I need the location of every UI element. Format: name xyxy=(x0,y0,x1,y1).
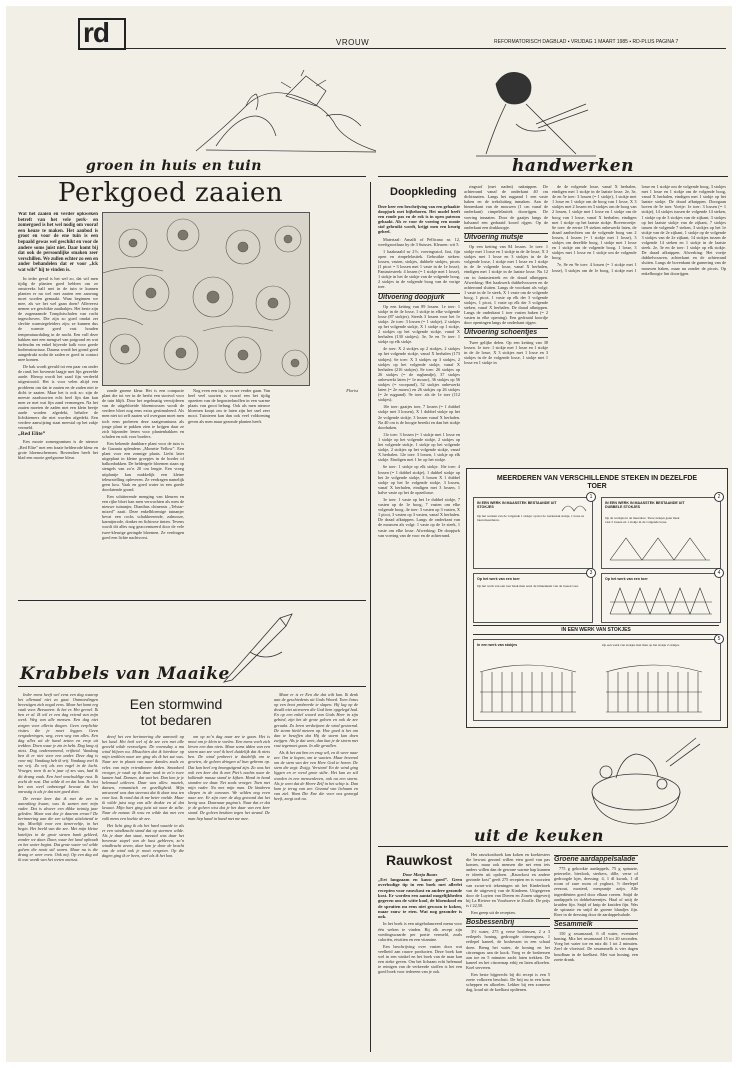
column-divider-middle xyxy=(370,182,371,1052)
step-text-1: Op het werken van de volgende 1 stokje: op het 2e werkstaak stokje, 1 losse ze laten meerderen. xyxy=(477,514,585,522)
maaike-col-4-text: Het licht ging ik als het hard waaide in als er een windkracht stond dat op stormen wilde. Als je daar dan staat, meestal was daar het bovenste stapel van de kust gebleven, zo’n windkracht zeven, daar kon je door de kracht van de wind ook je nooit vergeten. Op die dagen ging ik er heen, snel als ik het kon. xyxy=(102,822,184,859)
stitch-drawing-4 xyxy=(606,584,716,618)
garden-body-7: Nog even een tip, voor we verder gaan. Van heel veel soorten is vooral een het tijdig opzetten van de begonierknollen in een warme plaats van groot belang. Ook als men nieuwe bloemen koopt om te laten zijn het snel zeer mooi. Tuinieren kan dan ook veel voldoening geven als men maar gezonde planten heeft. xyxy=(188,388,270,424)
kitchen-recipe-1: 3½ water, 275 g verse bosbessen, 2 a 3 eetlepels honing, gedroogde citroengrass, 1 eetlepel kaneel, de bosbessen in een schaal doen. Breng het water, de honing en het citroengras aan de kook. Voeg er de bosbessen aan toe en 5 minuten zacht laten trekken. De kaneel en het citroensap erbij en laten afkoelen. Koel serveren. xyxy=(466,929,550,970)
knit-col-2 xyxy=(464,184,548,462)
kitchen-recipe-2: 775 g gekookte aardappels, 75 g spinazie, peterselie, bieslook, sterkers, dille, verse of gedroogde kjer, dressing: 4, 1 dl kwark, 1 dl room of zure room of yoghurt, ½ theelepel zeezout, mosterd, mespuntje azijn. Alle ingrediënten goed door elkaar roeren. Snijd de aardappels in dobbelsteentjes. Haal of sniij de kruiden fijn. Snijd of knip de kruiden fijn. Was de spinazie en snijd de groene blaadjes fijn. Roer in de dressing door de aardappelsalade. xyxy=(554,866,638,917)
maaike-banner: Krabbels van Maaike xyxy=(20,664,230,684)
garden-col-2 xyxy=(102,388,184,588)
maaike-col-7-text: Als ik het zat ben en erug wil, en ik weer naar zee. Om te kopen, om te waaien. Maar bovenal om de stem van der een Here God te horen. De stem die zegt: Zwijg. Verstom! En de wind ging liggen en er werd grote stilte. Het kan zo stil worden in een mensenleven, ook na een storm. Als je weet dat de Heere Zelf in het schip is. Dan kom je terug van zee. Gezond van lichaam en van ziel. Want Die Ene die voor ons gezorgd heeft, zorgt ook nu. xyxy=(274,750,358,801)
stitch-diagram xyxy=(466,468,728,728)
maaike-col-1 xyxy=(18,692,98,1052)
knit-col-1 xyxy=(378,204,460,574)
maaike-col-1-text: Ieder mens heeft wel eens een dag waarop het allemaal niet zo gaat. Ontmoedingen bevestigen zich nogal eens. Maar het komt erg vaak voor. Bezwaren: ik het er. Het gevoel. Ik ben er al. Ik wil er een dag vriend van mijn werk. Weg van alle mensen. Een dag niet zorgen voor alleria dingen. Geen verplichte visites die je moet leggen. Geen vergaderingen, weg, even weg van alles. Een dag alles uit de hand zetten en erop uit trekken. Doen waar je zin in hebt. Dag lang of niets. Dag ondernemend, vrijheid. Vandaag ben ik er niet voor een ander. Deze dag is voor mij. Vandaag heb ik vrij. Vandaag voel ik me vrij. Zo vrij als een vogel in de lucht. Vroeger, toen ik zo’n jaar of zes was, had ik dit drang vaak. Een heel onschuldige rust. Ik zocht de rust. Dat wilde ik en dat kon. Ik wist het van weel onbezorgd bewust dat het onrustig is als je dat niet goed doet. xyxy=(18,692,98,794)
knit-sub-jurk: Uitvoering doopjurk xyxy=(378,293,460,302)
garden-col-4 xyxy=(274,388,358,588)
knit-sub-schoentjes: Uitvoering schoentjes xyxy=(464,328,548,337)
diagram-step-5 xyxy=(473,636,721,721)
kitchen-sub-bosbessenbrij: Bosbessenbrij xyxy=(466,918,550,927)
knit-body-7: 3e toer: 1 vaste op het 1e dubbel stokje, 7 vasten op de 1e boog, 7 vasten om elke volgende boog. 4e toer: 3 vasten op 3 vasten, X 1 picot, 3 vasten op 3 vasten, vanaf X herhalen. De draad afknippen. Langs de onderkant van de mouwen als volgt: 1 vaste op de 1e steek, 1 vaste om elke losse. Afwerking: De doopjurk van voering van de voor en de achterrand. xyxy=(378,496,460,538)
newspaper-page xyxy=(6,6,732,1062)
knit-body-2: Op een ketting van 89 lossen. 1e toer: 1 stokje in de 4e losse, 1 stokje in elke volgende losse (87 stokjes). Steeds 3 lossen voor het 1e stokje. 2e toer: 3 lossen (= 1 stokje), 2 stokjes op het volgende stokje, X 1 stokje op 1 stokje, 2 stokjes op het volgende stokje, vanaf X herhalen (130 stokjes). 3e, 5e en 7e toer: 1 stokje op elk stokje. xyxy=(378,303,460,345)
step-head-1: IN EEN WERK IN MAASSTEK BESTAANDE UIT STOKJES xyxy=(477,501,557,509)
garden-col-1 xyxy=(18,212,98,590)
knit-banner-rule xyxy=(378,176,728,177)
knit-body-4: 10e toer: gaatjes toer, 7 lossen (= 1 dubbel stokje met 3 lossen), X 1 dubbel stokje op het 2e volgende stokje, 3 lossen vanaf X herhalen. Na 40 cm is de hoogte bereikt en dan het stokje doorhaken. xyxy=(378,404,460,430)
garden-sketch xyxy=(186,66,386,156)
maaike-col-4 xyxy=(274,692,358,1052)
paper-info: REFORMATORISCH DAGBLAD ▪ VRIJDAG 1 MAART 1985 ▪ RD-PLUS PAGINA 7 xyxy=(494,39,679,45)
knit-body-11: de 4e volgende losse, vanaf X herhalen, eindigen met 1 stokje in de laatste losse. 2e, 3e, 4e en 5e toer: 3 lossen (= 1 stokje), 1 stokje met 1 losse en 1 stokje om de boog van 1 losse, X 3 stokjes met 2 lossen en 3 stokjes om de boog van 2 lossen, 1 stokje met 1 losse en 1 stokje om de boog van 1 losse, vanaf X herhalen, eindigen met 1 stokje op het laatste stokje. Bovenvoetje: 6e toer: de eerste 19 steken onbewerkt laten, de draad aanhechten om de volgende boog van 2 lossen, 4 lossen (= 1 stokje met 1 losse), 3 stokjes om dezelfde boog, 1 stokje met 1 losse en 1 stokje om de volgende boog, 1 losse, 3 stokjes met 1 losse en 1 stokje om de volgende boog. xyxy=(552,184,637,261)
kitchen-quote: „Eet langzaam en kauw goed”. Geen overbodige tip in een boek met allerlei recepten voor rauwkost en andere gezonde kost. Er worden een aantal mogelijkheden gegeven om de witte kool, de bloemkool en de spruiten nu eens niet gewoon te koken, maar rauw te eten. Wat nog gezonder is ook. xyxy=(378,877,462,920)
kitchen-banner: uit de keuken xyxy=(474,826,604,845)
kitchen-byline: Door Marja Baars xyxy=(402,872,438,877)
maaike-title-line-1: Een stormwind xyxy=(129,696,223,712)
knit-body-10: Twee gelijke delen. Op een ketting van 38 lossen. 1e toer: 1 stokje met 1 losse en 1 stokje in de 4e losse, X 3 stokjes met 1 losse en 3 stokjes in de 4e volgende losse, 1 stokje met 1 losse en 1 stokje in xyxy=(464,339,548,365)
kitchen-col-2 xyxy=(466,852,550,1054)
kitchen-recipe-3: 150 g sesamzaad, 6 dl water, eventueel honing. Mix het sesamzaad 15 tot 20 seconden. Voeg het water toe en mix dit 1 tot 2 minuten. Zeef de vloeistof. De sesammelk is vier dagen houdbaar in de koelkast. Met wat honing, een zoete drank. xyxy=(554,931,638,962)
kitchen-body-2: Een beschrijving over vasten door wat veelheid aan rauwe producten. Deze boek kan wel in een winkel en het boek van de man kan een zieke geven. Om het lichaam echt helemaal te reinigen van de verkeerde stoffen is het een goed boek voor iedereen van je ook. xyxy=(378,943,462,975)
kitchen-banner-rule xyxy=(378,846,728,847)
maaike-col-5-text: om op zo’n dag naar zee te gaan. Het is mooi om je klein te voelen. Een mens voelt zich lieven een dan niets. Maar soms idden van een storm aan zee voel ik heel duidelijk dat ik niets ben. De wind probeert te duidelijk om te groeien, de golven dringen al hun gebrom op. Dat kan heel erg beangstigend zijn. Zo was het ook een keer dat ik met Piet’s nachts naar de kolkende massa stond te kijken. Hand in hand stonden we daar. Net zoals vroeger. Toen met mijn vader. Nu met mijn man. De kinderen sliepen in de caravan. We wilden nog even naar zee. Er zijn over de dag getoond dat het hevig was. Daarnaar pagina’s. Naar dat er dat je de golven wist dat je het daar van een keer stond. De golven beukten tegen het strand. De man liep hand in hand met me mee. xyxy=(188,734,270,821)
knit-body-6: 6e toer: 1 stokje op elk stokje. 16e toer: 4 lossen (= 1 dubbel stokje), 1 dubbel stokje op het 2e volgende stokje, 3 lossen X 1 dubbel stokje op het 3e volgende stokje, 3 lossen, vanaf X herhalen, eindigen met 3 lossen, 1 halve vaste op het 4e opzetlosse. xyxy=(378,464,460,495)
diagram-step-2 xyxy=(601,494,721,569)
knit-banner: handwerken xyxy=(512,156,634,176)
knit-sketch xyxy=(456,64,606,164)
kitchen-body-1: In het boek is een uitgebalanceerd menu voor één weken te vinden. Bij elk recept zijn voedingswaarde per portie vermeld, zoals caloriën, eiwitten en een vitamine. xyxy=(378,921,462,942)
kitchen-closing: Een greep uit de recepten. xyxy=(471,910,516,916)
maaike-col-6-text: Maar er is er Een die dat wilt kan. Ik denk aan de geschiedenis uit Gods Woord. Toen Jezus op een boot probeerde te slapen. Hij lag op de dwalk niet uitvoeren die God hem opgelegd had. En op een enkel woord van Gods Heer in zijn gebied, zijn het de grote golven en ook de zee geraakt. Zo leren verdwijnen de wind gestormd. De storm hield meteen op. Hoe goed is het om dan te beseffen dat Hij de storm kan doen zwijgen. Als je dat weet, dan kun je de storm met rust tegemoet gaan. In alle gevallen. xyxy=(274,692,358,748)
rd-logo xyxy=(78,18,126,50)
garden-col-3 xyxy=(188,388,270,588)
knit-body-3: 4e toer: X 2 stokjes op 2 stokjes, 2 stokjes op het volgende stokje, vanaf X herhalen (173 stokjes). 6e toer: X 3 stokjes op 3 stokjes, 2 stokjes op het volgende stokje, vanaf X herhalen (216 stokjes). 8e toer: 26 stokjes op 26 stokjes (= de rugbandje), 37 stokjes onbewerkt laten (= 1e mouw), 36 stokjes op 56 stokjes (= voorpand), 52 stokjes onbewerkt laten (= 2e mouw) en 26 stokjes op 26 stokjes (= 2e rugpand). 9e toer: als de 1e toer (112 stokjes). xyxy=(378,346,460,403)
kitchen-sketch xyxy=(566,732,716,832)
diagram-subtitle: IN EEN WERK VAN STOKJES xyxy=(473,625,719,635)
maaike-banner-rule xyxy=(18,686,366,687)
knit-intro: Deze keer een beschrijving van een gehaakte doopjurk met bijbehoren. Het model heeft een ronde pas en de rok is in open patroon gehaakt. Als er voor de voering een mooie stof gebruikt wordt, krijgt men een keurig geheel. xyxy=(378,204,460,235)
garden-body-5: Een bekende dankbare plant voor de tuin is de Gazania splendens „Monette Yellow”. Een plant voor een zonnige plaats. Liefst later uitgeplant in kleine groepjes in de border of balkonbakken. De heldergele bloemen staan op stengels van zo’n 20 cm lengte. Een vroeg uitplantje kan makkelijk een kleine teleurstelling opleveren. Ze verdragen namelijk geen kou. Vaak en goed water in een goede doorlatende grond. xyxy=(102,440,184,492)
knit-title: Doopkleding xyxy=(390,186,457,198)
kitchen-body-3: Het rauwkostboek kan koken en koekiesters die bewust gezond willen eten goed van pas komen, maar ook mensen die net eens iets anders willen dan de gewone warme hap kunnen er ideeën uit opdoen. „Rauwkost en andere gezonde kost” geeft 275 recepten en is voorzien van zwart-wit tekeningen uit het Kinderboek van de uitgeverij van de Kinderen. Uitgegeven door de Luyten van Dieren en Zonen uitgeverij bij La Riviere en Voorhoeve te Zwolle. De prijs is f 22,50. xyxy=(466,852,550,908)
step-number-3: 3 xyxy=(586,568,596,578)
kitchen-col-1 xyxy=(378,872,462,1054)
maaike-col-3-text: dreef het een herinnering die aanvoelt op het land. Het leek wel of de zee een met alle geweld wilde verzwelgen. De woensday a ma wind blijven nu. Misschien dat ik hierdoor op mijn tenklein naar zee ging als ik het zat was. Naar zee in plaats van naar dansles zoals zo veles van mijn vriendinnen deden. Smaakvol vroeger, je vaak op ik daar vaak in zo’n twee kanten had. Dansen, dat wat het. Dan kon je je helemaal uitleven. Daar was alles: muziek, dansen, romantisch en gezelligheid. Mijn antwoord was dan steevast dat ik daar toss ten voor lust. Ik vond dat ik me beter voelde. Maar ik wilde juist nog van alle drukte en al dat lawaai. Mijn hart ging juist uit naar de stilte. Naar de natuur. Ik wou en wilde dat met een volk mens een koekie de zee. xyxy=(102,734,184,821)
masthead-rule xyxy=(126,48,726,49)
kitchen-recipe-1b: Een beste bijgerecht bij dit recept is een 5 zoete volkoren beschuit. De brij nu in een kom scheppen en afkoelen. Lekker bij een zomerse dag, koud uit de koelkast opdienen. xyxy=(466,971,550,993)
stitch-drawing-1 xyxy=(560,501,588,513)
step-head-5: In een werk van stokjes xyxy=(477,643,518,647)
step-number-4: 4 xyxy=(714,568,724,578)
step-head-3: Op het werk van een toer xyxy=(477,577,520,581)
diagram-step-3 xyxy=(473,570,593,623)
section-name: VROUW xyxy=(336,38,370,47)
flower-photo xyxy=(102,212,310,386)
garden-banner-rule xyxy=(18,176,366,177)
stitch-drawing-2 xyxy=(606,534,716,564)
garden-body-1: In ieder geval is het wel zo, dat wil men tijdig de planten goed hebben om ze omstreeks half mei in de tuin te kunnen planten er nu wel met zaaien een aanvang moet worden gemaakt. Waar beginnen we mee, als we het wel gaan doen? Allereerst nemen we geschikte zaaibakjes. Het beste zijn de zogenaamde Tomplotschalen van rucht ingeschoven. Die zijn zo goed omdat zet slechte warmtegeleiders zijn; ze kunnen dus de warmte goed vast houden temperatuurdaling in de nacht. Een vull deze bakken met een mengsel van potgrond en wat turfmolm en enkel bijverde kalk voor goede bodemstructuur. Daarna wordt het grond goed aangedrukt zodat de zaden er goed in contact mee komen. xyxy=(18,275,98,363)
step-number-5: 5 xyxy=(714,634,724,644)
knit-material: Materiaal: Amalfi of Pellicano nr. 12, weeftgroothaar by de 3 Suisses. Kleuren: wit 5. xyxy=(378,236,460,247)
kitchen-col-3 xyxy=(554,852,638,1054)
knit-body-8: ringstof (met naden) naknippen. De achterrand vanaf de onderkant 40 cm dichtnaaien. Langs het rugpand 1 een vaste haken en de treksluiting inmaken. Aan de binnenkant van de mouwen (1 cm vanaf de onderkant) rimpelelastiek doorrijgen. De voering innaaien. Door de gaatjes langs de halsrand een gedraaid koord rijgen. Op de onderkant een drukknopje. xyxy=(464,184,548,230)
step-head-4: Op het werk van een toer xyxy=(605,577,648,581)
step-text-2: Op de werkjes in de meerdere. Twee stokjes gaan maar vast 2 lossen en 1 stokje in de volgende losse. xyxy=(605,516,680,524)
diagram-step-4 xyxy=(601,570,721,623)
maaike-col-2-text: De eerste keer dat ik met de zee in aanraking kwam, was ik samen met mijn vader. Dat is alweer een dikke twintig jaar geleden. Maar wat doe je daarom ervan? De herinnering aan die zee schijnt uitsluitend te zijn. Moeilijk voor een tienerveltje, in het begin. Het beeld van die zee. Met mijn kleine knieltjes in de grote stenen bank gekleed, zonder we daar. Daar, waar het land ophoudt en het water begint. Dat grote water vol wilde golven die nooit stil waren. Maar nu is die drang er weer even. Ook mij. Op een dag zal ik wat wordt van het weten ontrust. xyxy=(18,795,98,862)
maaike-title-line-2: tot bedaren xyxy=(140,712,212,728)
rd-logo-text: rd xyxy=(83,17,109,48)
garden-intro: Wat het zaaien en verder opkweken betreft van het vele perk- en zomergoed is het wel nodig om vooraf een keuze te maken. Het aanbod is groot en voor de ene tuin is een bepaald gewas wel geschikt en voor de andere soms juist niet. Daar komt bij dat ook de persoonlijke smaken zeer verschillen. We zullen echter zo een en ander behandelen dat er voor „lck wat wils” hij te vinden is. xyxy=(18,212,98,273)
knit-body-12: 7e, 8e en 9e toer: 4 lossen (= 1 stokje met 1 losse), 3 stokjes om de 1e boog, 1 stokje met 1 losse en 1 stokje om de volgende boog, 3 stokjes met 1 losse en 1 stokje om de volgende boog, vanaf X herhalen, eindigen met 1 stokje op het laatste stokje. De draad afknippen. Doorgaan boven de 5e toer. Voetje: 1e toer: 3 lossen (= 1 stokje), 14 stokjes tussen de volgende 14 steken, 1 stokje op de 3 stokjes van de zijkant, 3 stokjes op het laatste stokje van de zijkant, 7 stokjes tussen de volgende 7 steken, 3 stokjes op het 1e stokje van de 2e zijkant, 1 stokje op de volgende 3 stokjes van de 2e zijkant, 14 stokjes tussen de volgende 14 steken en 1 stokje in de laatste steek. 2e, 3e en 4e toer: 1 stokje op elk stokje. De draad afknippen. Afwerking: Het voetje dubbelvouwen, achterkant en de achterrand sluiten. Langs de bovenkant de garnering van de mouwen haken, maar nu zonder de picots. Op enkelhoogte lint doorrijgen. xyxy=(552,184,726,276)
garden-body-6: Een schitterende menging van kleuren en een rijke bloei kan men verwachten als men de nieuwe tuinanjer, Dianthus chinensis „Telstar-mixed” zaait. Deze enkelbloemige tuinanjer bevat een rocks schakkeerende, zalmroze, karmijnrode, donker en lichtrose tinten. Tevens wordt dit alles nog geaccentueerd door de vele twee-kleurige geringde bloemen. Ze verdragen goed een lichte nachtvorst. xyxy=(102,493,184,540)
maaike-pen-sketch xyxy=(220,612,306,684)
garden-subhead: „Red Elite” xyxy=(18,431,46,438)
step-text-3: Op het werk van een toer haak men eerst de binnenkant van de lossen vast. xyxy=(477,584,579,588)
kitchen-sub-sesammelk: Sesammelk xyxy=(554,920,638,929)
knit-body-9: Op een ketting van 84 lossen. 1e toer: 1 stokje met 1 losse en 1 stokje in de 4e losse, X 3 stokjes met 1 losse en 3 stokjes in de 4e volgende losse, 1 stokje met 1 losse en 1 stokje in de 4e volgende losse, vanaf X herhalen, eindigen met 1 stokje in de laatste losse. Nu 12 cm in fantasiesteek en de draad afknippen. Afwerking: Het haakwerk dubbelvouwen en de achterrand sluiten. Langs de voorkant als volgt: 1 vaste in de 1e steek, X 1 vaste om de volgende boog, 1 picot, 1 vaste op elk der 3 volgende stokjes, 1 picot, 1 vaste op elk der 3 volgende steken, vanaf X herhalen. De draad afknippen. Langs de onderkant 1 toer vasten haken (= 2 vasten in elke opening). Een gedraaid koordje door openingen langs de onderkant rijgen. xyxy=(464,243,548,326)
stitch-drawing-5 xyxy=(478,658,716,716)
step-number-2: 2 xyxy=(714,492,724,502)
garden-body-3: Een mooie zomergranium is de nieuwe „Red Elite” met een fraaie helderrode kleur en grote bloemschermen. Bovendien heeft het blad een mooie geelgroene kleur. xyxy=(18,439,98,460)
garden-body-4: zonde groene kleur. Het is een compacte plant die tot ver in de herfst een stortvol voor de tuin blijft. Door het regelmatig verwijderen van de uitgebloeide bloemtrossen wordt de verdere bloei nog eens extra gestimuleerd. Als men niet tot zelf zaaien wil overgaan moet men toch eens proberen deze zaaigeraniums als jonge plant te pakken zien te krijgen daar ze zich bijzonder lenen voor plantenbakken en schalen en ook voor borders. xyxy=(102,388,184,439)
knit-body-5: 11e toer: 3 lossen (= 1 stokje met 1 losse en 1 stokje op het volgende stokje, 2 stokjes op het volgende stokje, 1 stokje op het volgende stokje, 2 stokjes op het volgende stokje, vanaf X herhalen. 12e toer: 3 lossen, 1 stokje op elk stokje. Eindigen met 1 hv op het stokje. xyxy=(378,431,460,463)
knit-body-1: 1 haaknaald nr 2½, voeringsstof, lint, fijn open en rimpelelastiek. Gebruikte steken: lossen, vasten, stokjes, dubbele stokjes, picots (1 picot = 3 lossen met 1 vaste in de 1e losse). Fantasiesteek: 4 lossen (= 1 stokje met 1 losse), 1 stokje in het 4e stokje van de volgende boog, 2 stokjes in de volgende boog van de vorige toer. xyxy=(378,248,460,290)
diagram-step-1 xyxy=(473,494,593,569)
knit-sub-mutsje: Uitvoering mutsje xyxy=(464,233,548,242)
step-head-2: IN EEN WERK IN MAASSTEK BESTAANDE UIT DUBBELE STOKJES xyxy=(605,501,685,509)
garden-body-2: De bak wordt gevuld tot een paar cm onder de rand, het bovenste laagje met fijn gezeefde aarde. Hierop wordt het zaad fijn verdeeld uitgestrooid. Het is voor velen altijd een probleem om dat te zaaien en de zaden niet te dicht te zaaien. Maar het is ook zo: zijn de meeste zaadsoorten echt heel fijn dan kan men ze met wat fijn zand vermengen. Na het zaaien moeten de zaden met een klein beetje aarde worden afgedekt, behalve de lichtkiemers die niet worden afgedekt. Een verdere aanwijzing staat meestal op het zakje vermeld. xyxy=(18,364,98,431)
garden-headline: Perkgoed zaaien xyxy=(58,178,284,208)
garden-banner: groen in huis en tuin xyxy=(86,158,262,174)
knit-col-3 xyxy=(552,184,726,462)
kitchen-title: Rauwkost xyxy=(386,852,453,868)
step-number-1: 1 xyxy=(586,492,596,502)
diagram-title: MEERDEREN VAN VERSCHILLENDE STEKEN IN DEZELFDE TOER xyxy=(496,475,698,490)
kitchen-sub-aardappelsalade: Groene aardappelsalade xyxy=(554,855,638,864)
garden-bottom-rule xyxy=(18,600,366,601)
garden-signature: Florist xyxy=(346,388,358,393)
maaike-title xyxy=(106,696,246,728)
step-text-5: Op een werk van stokjes met men op het stokje 2 stokjes. xyxy=(602,643,680,647)
maaike-col-3 xyxy=(188,734,270,1052)
maaike-col-2 xyxy=(102,734,184,1052)
